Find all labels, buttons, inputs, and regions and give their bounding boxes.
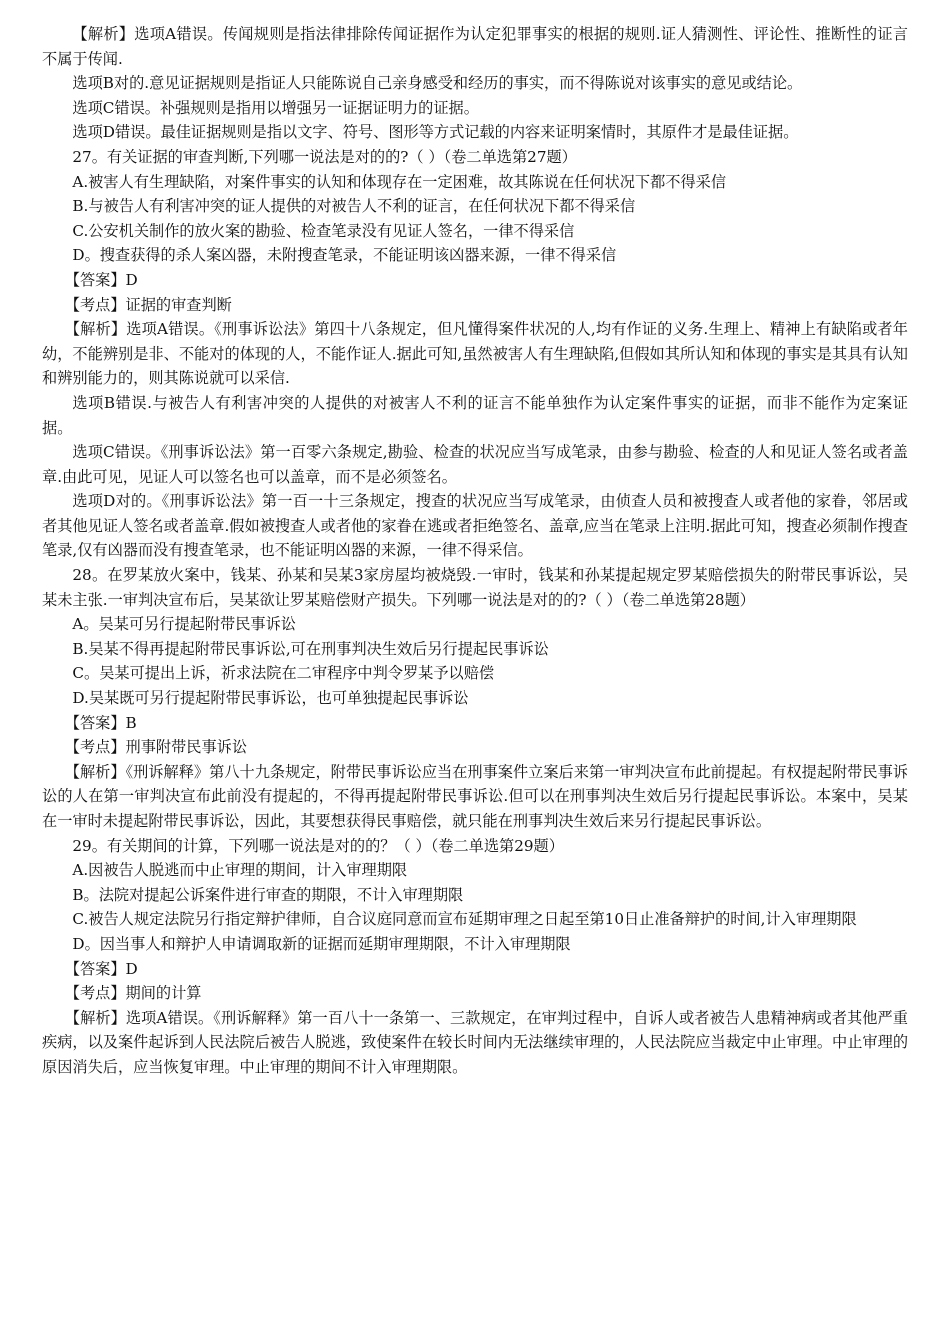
paragraph: C。吴某可提出上诉，祈求法院在二审程序中判令罗某予以赔偿	[72, 664, 495, 683]
paragraph: 【解析】选项A错误。传闻规则是指法律排除传闻证据作为认定犯罪事实的根据的规则.证人猜测性、评论性、推断性的证言不属于传闻.	[42, 25, 908, 68]
paragraph: B.吴某不得再提起附带民事诉讼,可在刑事判决生效后另行提起民事诉讼	[72, 639, 549, 658]
paragraph: C.被告人规定法院另行指定辩护律师，自合议庭同意而宣布延期审理之日起至第10日止准备辩护的时间,计入审理期限	[72, 910, 857, 929]
paragraph: 选项D对的。《刑事诉讼法》第一百一十三条规定，搜查的状况应当写成笔录，由侦查人员和被搜查人或者他的家眷，邻居或者其他见证人签名或者盖章.假如被搜查人或者他的家眷在逃或者拒绝签名、盖章,应当在笔录上注明.据此可知，搜查必须制作搜查笔录,仅有凶器而没有搜查笔录，也不能证明凶器的来源，一律不得采信。	[42, 492, 908, 560]
paragraph: A.被害人有生理缺陷，对案件事实的认知和体现存在一定困难，故其陈说在任何状况下都不得采信	[72, 172, 727, 191]
paragraph: 【答案】D	[64, 959, 138, 978]
paragraph: 选项B错误.与被告人有利害冲突的人提供的对被害人不利的证言不能单独作为认定案件事实的证据，而非不能作为定案证据。	[42, 393, 908, 437]
paragraph: 选项C错误。补强规则是指用以增强另一证据证明力的证据。	[72, 98, 479, 117]
paragraph: C.公安机关制作的放火案的勘验、检查笔录没有见证人签名，一律不得采信	[72, 221, 575, 240]
paragraph: 选项C错误。《刑事诉讼法》第一百零六条规定,勘验、检查的状况应当写成笔录，由参与勘验、检查的人和见证人签名或者盖章.由此可见，见证人可以签名也可以盖章，而不是必须签名。	[42, 443, 908, 486]
paragraph: 【考点】期间的计算	[64, 984, 202, 1003]
paragraph: B.与被告人有利害冲突的证人提供的对被告人不利的证言，在任何状况下都不得采信	[72, 197, 636, 216]
paragraph: 选项D错误。最佳证据规则是指以文字、符号、图形等方式记载的内容来证明案情时，其原件才是最佳证据。	[72, 123, 799, 142]
paragraph: 【解析】选项A错误。《刑诉解释》第一百八十一条第一、三款规定，在审判过程中，自诉人或者被告人患精神病或者其他严重疾病，以及案件起诉到人民法院后被告人脱逃，致使案件在较长时间内无法继续审理的，人民法院应当裁定中止审理。中止审理的原因消失后，应当恢复审理。中止审理的期间不计入审理期限。	[42, 1008, 908, 1076]
paragraph: A。吴某可另行提起附带民事诉讼	[72, 615, 296, 634]
paragraph: B。法院对提起公诉案件进行审查的期限，不计入审理期限	[72, 885, 464, 904]
paragraph: 【考点】证据的审查判断	[64, 295, 232, 314]
paragraph: D.吴某既可另行提起附带民事诉讼，也可单独提起民事诉讼	[72, 689, 469, 708]
paragraph: 29。有关期间的计算，下列哪一说法是对的的？（ ）（卷二单选第29题）	[72, 836, 564, 855]
paragraph: 选项B对的.意见证据规则是指证人只能陈说自己亲身感受和经历的事实，而不得陈说对该事实的意见或结论。	[72, 74, 803, 93]
paragraph: D。因当事人和辩护人申请调取新的证据而延期审理期限，不计入审理期限	[72, 934, 571, 953]
paragraph: 【答案】B	[64, 713, 137, 732]
paragraph: 【解析】《刑诉解释》第八十九条规定，附带民事诉讼应当在刑事案件立案后来第一审判决宣布此前提起。有权提起附带民事诉讼的人在第一审判决宣布此前没有提起的，不得再提起附带民事诉讼.但可以在刑事判决生效后另行提起民事诉讼。本案中，吴某在一审时未提起附带民事诉讼，因此，其要想获得民事赔偿，就只能在刑事判决生效后来另行提起民事诉讼。	[42, 762, 908, 830]
paragraph: 27。有关证据的审查判断,下列哪一说法是对的的?（ ）（卷二单选第27题）	[72, 147, 577, 166]
paragraph: 【考点】刑事附带民事诉讼	[64, 738, 248, 757]
paragraph: D。搜查获得的杀人案凶器，未附搜查笔录，不能证明该凶器来源，一律不得采信	[72, 246, 617, 265]
paragraph: 28。在罗某放火案中，钱某、孙某和吴某3家房屋均被烧毁.一审时，钱某和孙某提起规定罗某赔偿损失的附带民事诉讼，吴某未主张.一审判决宣布后，吴某欲让罗某赔偿财产损失。下列哪一说法是对的的?（ ）（卷二单选第28题）	[42, 566, 908, 609]
paragraph: 【解析】选项A错误。《刑事诉讼法》第四十八条规定，但凡懂得案件状况的人,均有作证的义务.生理上、精神上有缺陷或者年幼，不能辨别是非、不能对的体现的人，不能作证人.据此可知,虽然被害人有生理缺陷,但假如其所认知和体现的事实是其具有认知和辨别能力的，则其陈说就可以采信.	[42, 320, 908, 388]
paragraph: A.因被告人脱逃而中止审理的期间，计入审理期限	[72, 861, 408, 880]
paragraph: 【答案】D	[64, 270, 138, 289]
